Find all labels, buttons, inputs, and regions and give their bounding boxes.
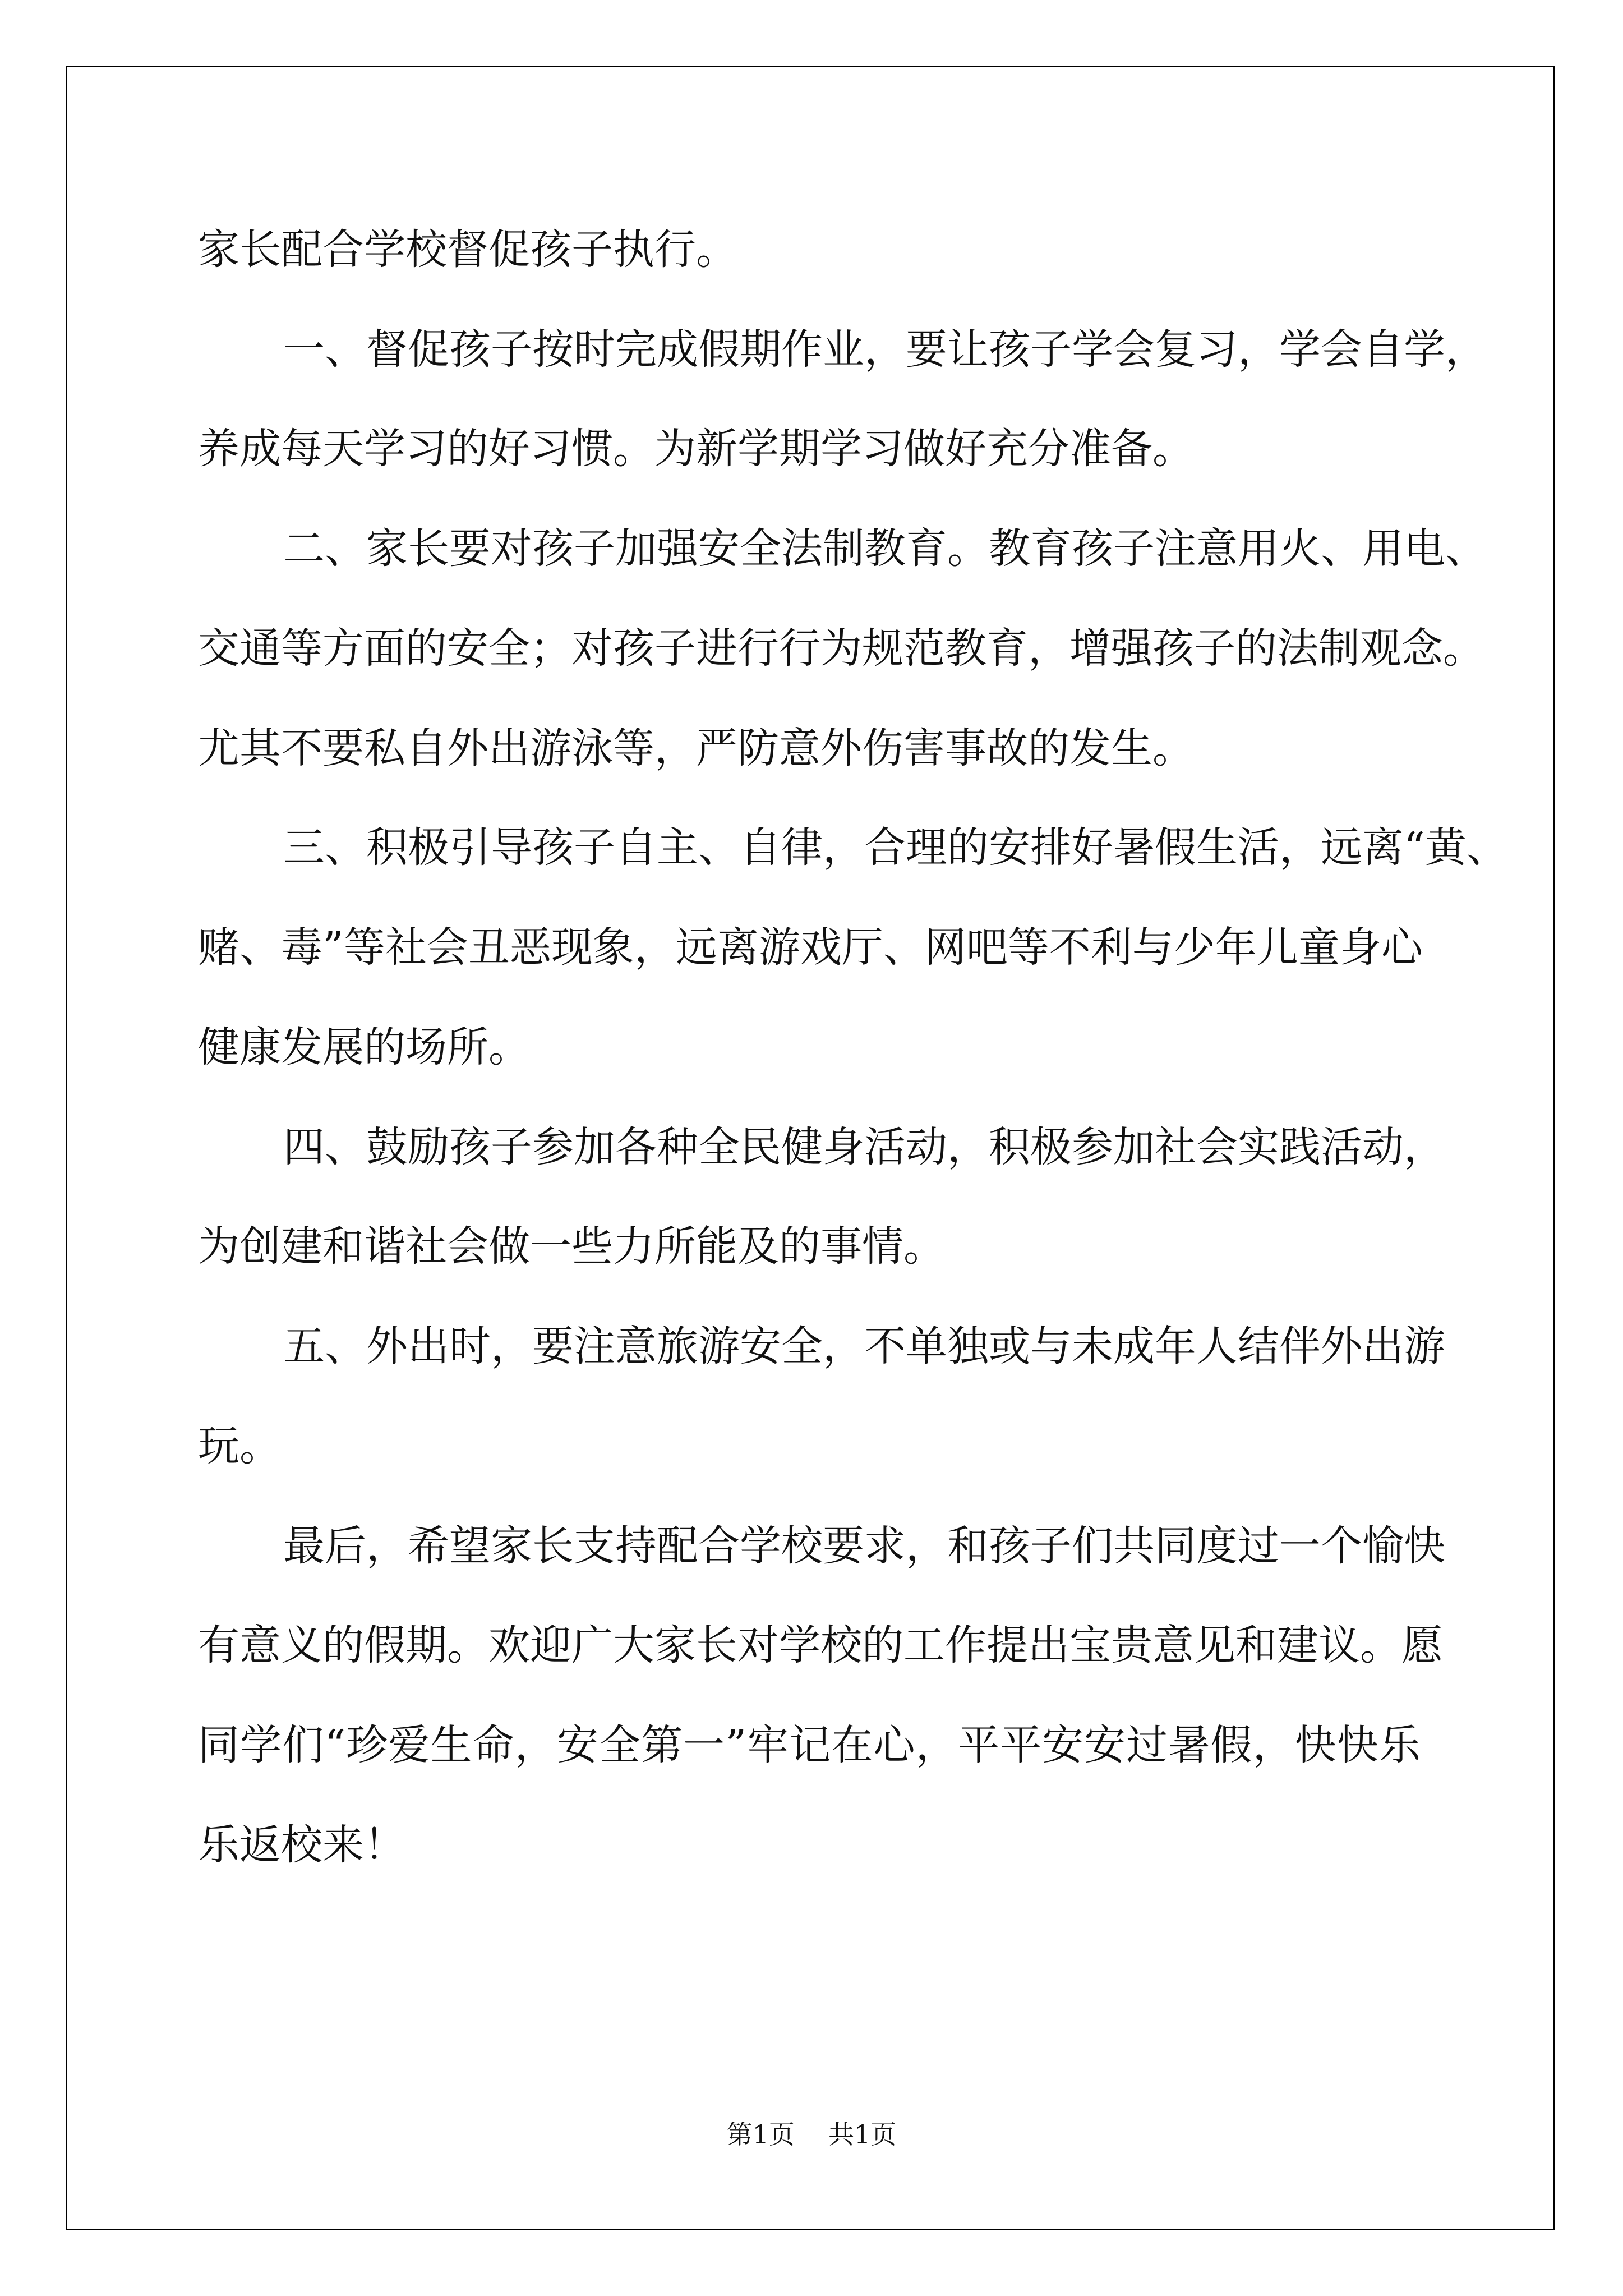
text-line: 交通等方面的安全；对孩子进行行为规范教育，增强孩子的法制观念。 [198, 624, 1484, 673]
text-line: 养成每天学习的好习惯。为新学期学习做好充分准备。 [198, 425, 1194, 473]
text-line: 二、家长要对孩子加强安全法制教育。教育孩子注意用火、用电、 [283, 524, 1487, 573]
text-line: 五、外出时，要注意旅游安全，不单独或与未成年人结伴外出游 [283, 1322, 1445, 1370]
text-line: 一、督促孩子按时完成假期作业，要让孩子学会复习，学会自学， [283, 325, 1487, 374]
text-line: 四、鼓励孩子参加各种全民健身活动，积极参加社会实践活动， [283, 1123, 1445, 1171]
text-line: 健康发展的场所。 [198, 1023, 530, 1071]
page-number: 第1页 [726, 2119, 795, 2150]
text-line: 三、积极引导孩子自主、自律，合理的安排好暑假生活，远离“黄、 [283, 823, 1508, 872]
text-line: 尤其不要私自外出游泳等，严防意外伤害事故的发生。 [198, 724, 1194, 772]
page-total: 共1页 [828, 2119, 897, 2150]
text-line: 有意义的假期。欢迎广大家长对学校的工作提出宝贵意见和建议。愿 [198, 1621, 1443, 1669]
text-line: 赌、毒”等社会丑恶现象，远离游戏厅、网吧等不利与少年儿童身心 [198, 923, 1423, 972]
text-line: 玩。 [198, 1422, 281, 1470]
page-footer [0, 2118, 1623, 2151]
text-line: 最后，希望家长支持配合学校要求，和孩子们共同度过一个愉快 [283, 1522, 1445, 1570]
text-line: 家长配合学校督促孩子执行。 [198, 226, 737, 274]
text-line: 乐返校来！ [198, 1821, 405, 1869]
text-line: 同学们“珍爱生命，安全第一”牢记在心，平平安安过暑假，快快乐 [198, 1721, 1421, 1769]
text-line: 为创建和谐社会做一些力所能及的事情。 [198, 1222, 945, 1271]
